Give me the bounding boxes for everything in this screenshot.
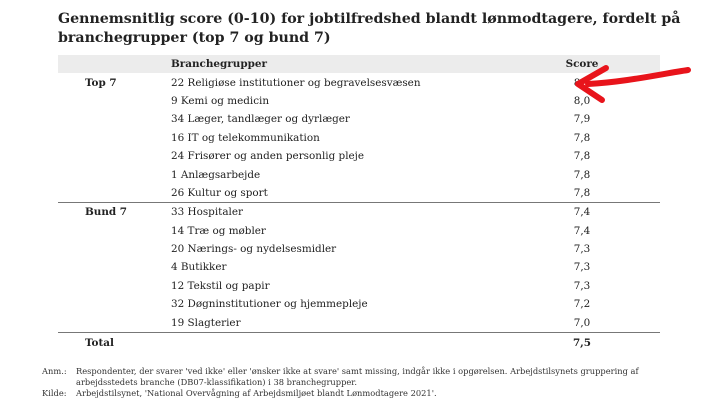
group-label — [58, 313, 171, 332]
branch-name: 19 Slagterier — [171, 316, 241, 329]
group-label — [58, 258, 171, 276]
table-row — [58, 313, 660, 332]
total-score: 7,5 — [532, 332, 660, 354]
group-label: Top 7 — [85, 76, 117, 89]
table-title: Gennemsnitlig score (0-10) for jobtilfredshed blandt lønmodtagere, fordelt på branchegrupper (top 7 og bund 7) — [58, 11, 681, 46]
group-label — [58, 165, 171, 183]
header-score: Score — [532, 55, 660, 73]
group-label — [58, 295, 171, 313]
table-row — [58, 129, 660, 147]
table-notes — [42, 366, 702, 400]
note-kilde-text: Arbejdstilsynet, 'National Overvågning af Arbejdsmiljøet blandt Lønmodtagere 2021'. — [76, 388, 437, 399]
branch-name: 22 Religiøse institutioner og begravelsesvæsen — [171, 76, 421, 89]
branch-name: 14 Træ og møbler — [171, 224, 266, 237]
score-value: 7,8 — [573, 131, 591, 144]
score-value: 7,4 — [532, 203, 660, 222]
score-value: 7,9 — [573, 113, 591, 126]
note-anm-label: Anm.: — [42, 366, 67, 376]
note-kilde-label: Kilde: — [42, 388, 67, 399]
table-row — [58, 110, 660, 128]
branch-name: 12 Tekstil og papir — [171, 279, 270, 292]
group-label — [58, 184, 171, 203]
group-label: Bund 7 — [58, 203, 171, 222]
score-value: 8,0 — [573, 94, 591, 107]
score-value: 7,2 — [573, 298, 591, 311]
total-row — [58, 332, 660, 354]
table-row — [58, 184, 660, 203]
branch-name: 20 Nærings- og nydelsesmidler — [171, 243, 337, 256]
branch-name: 26 Kultur og sport — [171, 186, 268, 199]
score-value: 7,3 — [573, 279, 591, 292]
note-anm-text: Respondenter, der svarer 'ved ikke' eller 'ønsker ikke at svare' samt missing, indgår ikke i opgørelsen. Arbejdstilsynets gruppering af arbejdsstedets branche (DB07-klassifikation) i 38 branchegrupper. — [76, 366, 639, 388]
total-branch-empty — [171, 332, 532, 354]
branch-name: 34 Læger, tandlæger og dyrlæger — [171, 113, 350, 126]
branch-name: 4 Butikker — [171, 261, 227, 274]
score-value: 7,3 — [573, 243, 591, 256]
group-label — [58, 92, 171, 110]
total-label: Total — [58, 332, 171, 354]
red-arrow-icon — [566, 60, 692, 110]
table-body — [58, 73, 660, 353]
table-row — [58, 295, 660, 313]
table-row — [58, 165, 660, 183]
score-value: 7,0 — [573, 316, 591, 329]
branch-name: 24 Frisører og anden personlig pleje — [171, 150, 365, 163]
branch-name: 9 Kemi og medicin — [171, 94, 270, 107]
branch-name: 16 IT og telekommunikation — [171, 131, 320, 144]
score-value: 7,8 — [573, 186, 591, 199]
score-value: 7,4 — [573, 224, 591, 237]
group-label — [58, 277, 171, 295]
note-kilde — [42, 388, 702, 399]
branch-name: 1 Anlægsarbejde — [171, 168, 261, 181]
group-label — [58, 240, 171, 258]
branch-name: 33 Hospitaler — [171, 203, 532, 222]
table-row — [58, 277, 660, 295]
score-value: 7,8 — [573, 168, 591, 181]
group-label — [58, 147, 171, 165]
table-row — [58, 258, 660, 276]
table-row — [58, 240, 660, 258]
table-row — [58, 203, 660, 222]
header-group — [58, 55, 171, 73]
score-value: 7,8 — [573, 150, 591, 163]
group-label — [58, 110, 171, 128]
group-label — [58, 222, 171, 240]
table-row — [58, 147, 660, 165]
header-branch: Branchegrupper — [171, 55, 532, 73]
score-value: 7,3 — [573, 261, 591, 274]
note-anm — [42, 366, 702, 388]
score-value: 8,1 — [573, 76, 591, 89]
table-row — [58, 222, 660, 240]
branch-name: 32 Døgninstitutioner og hjemmepleje — [171, 298, 368, 311]
group-label — [58, 129, 171, 147]
